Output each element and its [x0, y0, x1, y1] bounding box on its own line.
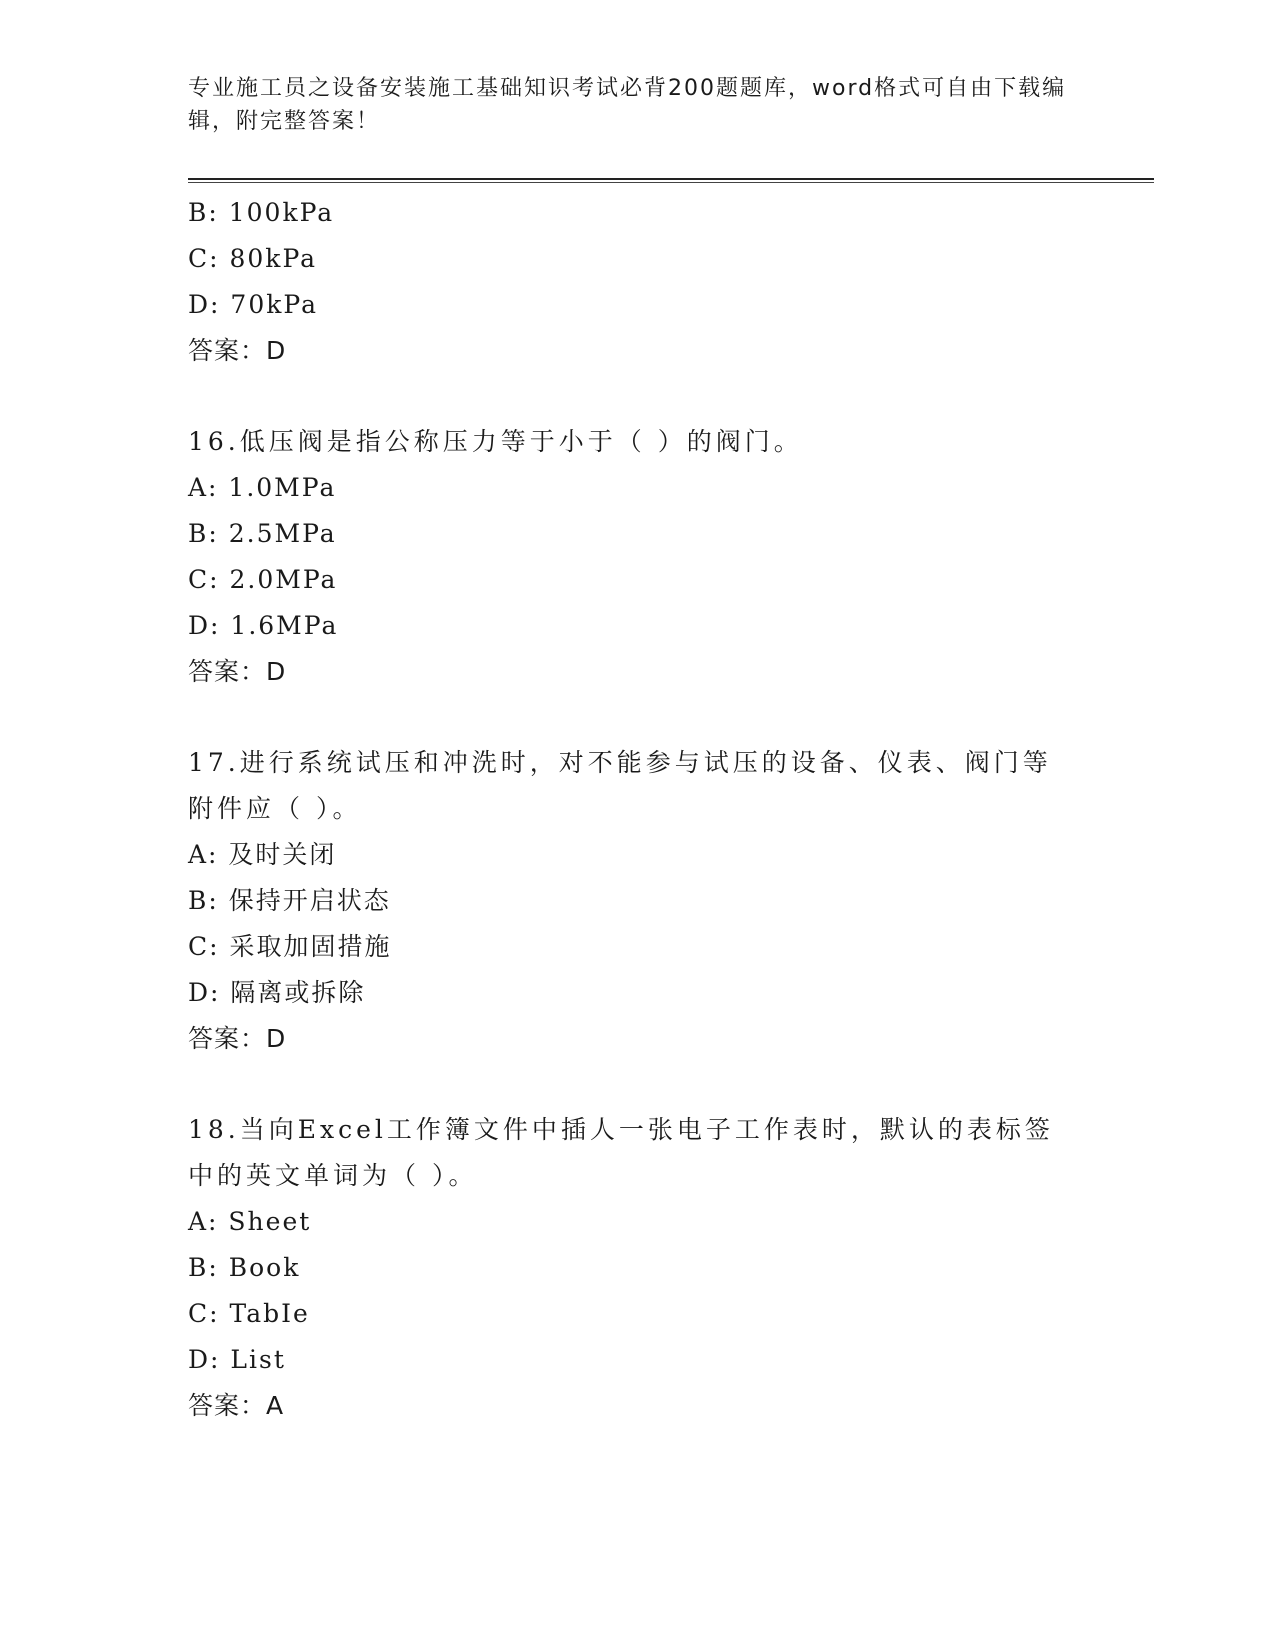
option-a: A: 及时关闭: [188, 840, 337, 869]
option-c: C: 采取加固措施: [188, 932, 392, 961]
header-divider-thin: [188, 182, 1154, 183]
question-stem: 16.低压阀是指公称压力等于小于（ ）的阀门。: [188, 427, 803, 456]
option-d: D: List: [188, 1345, 286, 1374]
option-b: B: 2.5MPa: [188, 519, 337, 548]
partial-question: [188, 190, 1088, 374]
spacer: [188, 695, 1088, 740]
option-c: C: TabIe: [188, 1299, 310, 1328]
document-header: 专业施工员之设备安装施工基础知识考试必背200题题库，word格式可自由下载编辑，附完整答案！: [188, 76, 1067, 134]
question-stem: 18.当向Excel工作簿文件中插人一张电子工作表时，默认的表标签中的英文单词为（ ）。: [188, 1115, 1054, 1190]
option-d: D: 70kPa: [188, 290, 318, 319]
question-17: [188, 740, 1088, 1062]
option-a: A: Sheet: [188, 1207, 312, 1236]
option-a: A: 1.0MPa: [188, 473, 337, 502]
option-c: C: 2.0MPa: [188, 565, 338, 594]
option-d: D: 1.6MPa: [188, 611, 339, 640]
question-16: [188, 419, 1088, 695]
question-18: [188, 1107, 1088, 1429]
spacer: [188, 374, 1088, 419]
question-stem: 17.进行系统试压和冲洗时，对不能参与试压的设备、仪表、阀门等附件应（ ）。: [188, 748, 1052, 823]
answer-line: 答案：D: [188, 657, 287, 686]
answer-line: 答案：D: [188, 336, 287, 365]
spacer: [188, 1062, 1088, 1107]
answer-line: 答案：D: [188, 1024, 287, 1053]
question-content: [188, 190, 1088, 1429]
header-divider: [188, 178, 1154, 180]
answer-line: 答案：A: [188, 1391, 285, 1420]
option-c: C: 80kPa: [188, 244, 318, 273]
option-b: B: 100kPa: [188, 198, 335, 227]
option-d: D: 隔离或拆除: [188, 978, 366, 1007]
option-b: B: 保持开启状态: [188, 886, 391, 915]
option-b: B: Book: [188, 1253, 301, 1282]
